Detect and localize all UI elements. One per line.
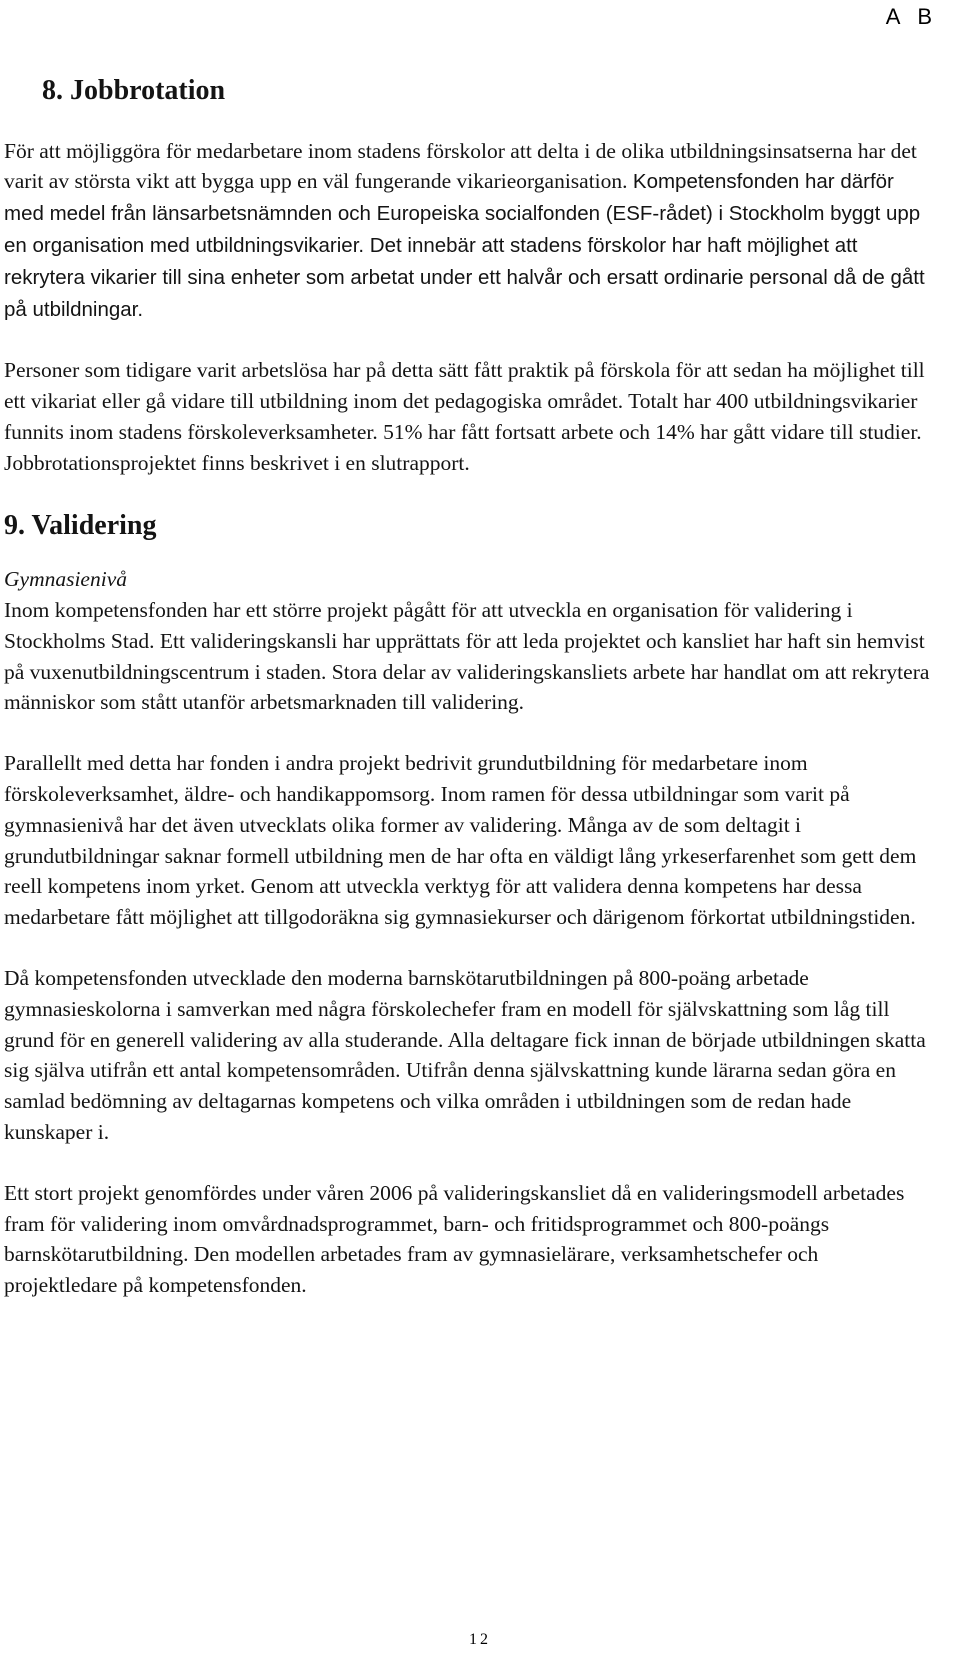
paragraph-text-sans: Kompetensfonden har därför med medel från länsarbetsnämnden och Europeiska socialfonden (ESF-rådet) i Stockholm byggt upp en organisation med utbildningsvikarier. Det innebär att stadens förskolor har haft möjlighet att rekrytera vikarier till sina enheter som arbetat under ett halvår och ersatt ordinarie personal då de gått på utbildningar.	[4, 170, 925, 321]
paragraph-text-serif: För att möjliggöra för medarbetare inom stadens förskolor att delta i de olika utbildningsinsatserna har det varit av största vikt att bygga upp en väl fungerande vikarieorganisation.	[4, 138, 917, 194]
header-mark: A B	[885, 4, 938, 29]
document-body	[4, 74, 934, 1331]
section-heading-jobbrotation: 8. Jobbrotation	[42, 75, 226, 106]
paragraph-validering-4: Ett stort projekt genomfördes under våren 2006 på valideringskansliet då en valideringsmodell arbetades fram för validering inom omvårdnadsprogrammet, barn- och fritidsprogrammet och 800-poängs barnskötarutbildning. Den modellen arbetades fram av gymnasielärare, verksamhetschefer och projektledare på kompetensfonden.	[4, 1180, 905, 1298]
paragraph-jobbrotation-results: Personer som tidigare varit arbetslösa har på detta sätt fått praktik på förskola för att sedan ha möjlighet till ett vikariat eller gå vidare till utbildning inom det pedagogiska området. Totalt har 400 utbildningsvikarier funnits inom stadens förskoleverksamheter. 51% har fått fortsatt arbete och 14% har gått vidare till studier. Jobbrotationsprojektet finns beskrivet i en slutrapport.	[4, 358, 925, 475]
paragraph-validering-1: Inom kompetensfonden har ett större projekt pågått för att utveckla en organisation för validering i Stockholms Stad. Ett valideringskansli har upprättats för att leda projektet och kansliet har haft sin hemvist på vuxenutbildningscentrum i staden. Stora delar av valideringskansliets arbete har handlat om att rekrytera människor som stått utanför arbetsmarknaden till validering.	[4, 597, 930, 715]
page-number: 12	[469, 1631, 491, 1648]
paragraph-jobbrotation-intro	[4, 136, 934, 326]
paragraph-validering-3: Då kompetensfonden utvecklade den moderna barnskötarutbildningen på 800-poäng arbetade gymnasieskolorna i samverkan med några förskolechefer fram en modell för självskattning som låg till grund för en generell validering av alla studerande. Alla deltagare fick innan de började utbildningen skatta sig själva utifrån ett antal kompetensområden. Utifrån denna självskattning kunde lärarna sedan göra en samlad bedömning av deltagarnas kompetens och vilka områden i utbildningen som de redan hade kunskaper i.	[4, 965, 926, 1144]
subheading-gymnasieniva: Gymnasienivå	[4, 567, 127, 592]
paragraph-validering-2: Parallellt med detta har fonden i andra projekt bedrivit grundutbildning för medarbetare inom förskoleverksamhet, äldre- och handikappomsorg. Inom ramen för dessa utbildningar som varit på gymnasienivå har det även utvecklats olika former av validering. Många av de som deltagit i grundutbildningar saknar formell utbildning men de har ofta en väldigt lång yrkeserfarenhet som gett dem reell kompetens inom yrket. Genom att utveckla verktyg för att validera denna kompetens har dessa medarbetare fått möjlighet att tillgodoräkna sig gymnasiekurser och därigenom förkortat utbildningstiden.	[4, 751, 917, 930]
section-heading-validering: 9. Validering	[4, 509, 157, 541]
